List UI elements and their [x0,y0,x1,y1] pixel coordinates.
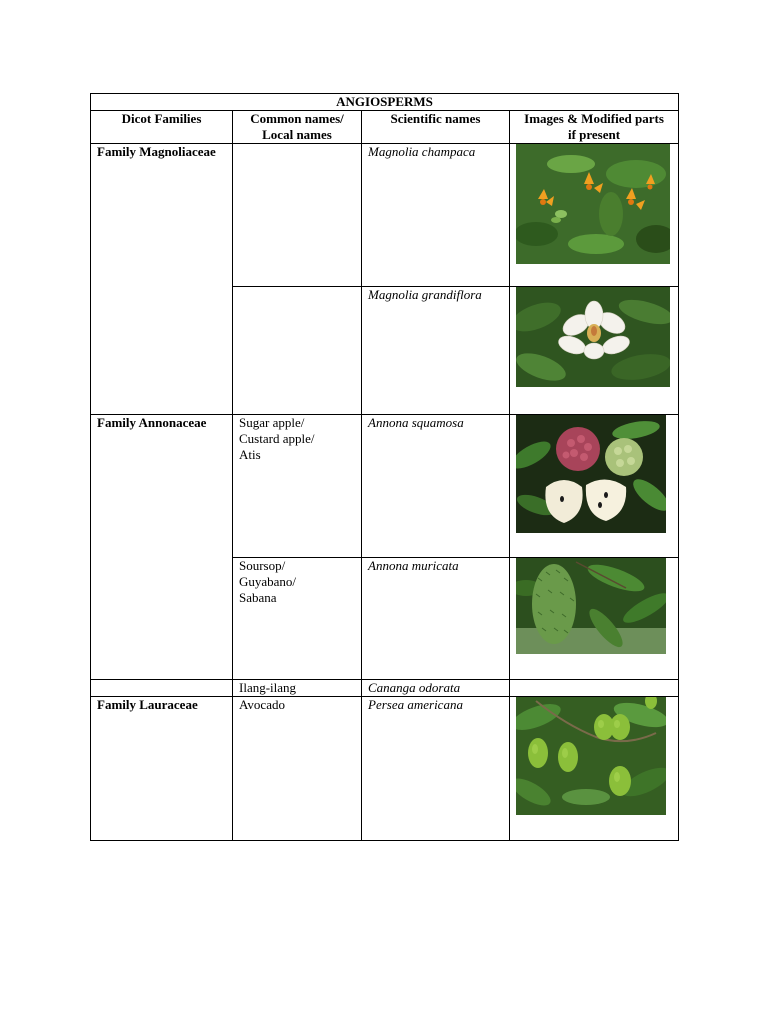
avocado-photo [516,697,672,815]
sugar-apple-photo [516,415,672,533]
scientific-name-cell: Cananga odorata [362,680,510,697]
scientific-name-cell: Annona muricata [362,558,510,680]
scientific-name-cell: Magnolia champaca [362,144,510,287]
angiosperms-table [90,93,679,841]
common-name-cell [233,144,362,287]
magnolia-grandiflora-photo [516,287,672,387]
magnolia-champaca-photo [516,144,672,264]
soursop-photo [516,558,672,654]
common-name-cell: Soursop/ Guyabano/ Sabana [233,558,362,680]
common-name-cell [233,287,362,415]
scientific-name-cell: Persea americana [362,697,510,841]
table-title: ANGIOSPERMS [91,94,679,111]
common-name-cell: Avocado [233,697,362,841]
header-scientific-names: Scientific names [362,111,510,144]
common-name-cell: Ilang-ilang [233,680,362,697]
family-lauraceae: Family Lauraceae [91,697,233,841]
scientific-name-cell: Magnolia grandiflora [362,287,510,415]
family-annonaceae: Family Annonaceae [91,415,233,680]
header-common-names: Common names/ Local names [233,111,362,144]
header-images: Images & Modified parts if present [510,111,679,144]
common-name-cell: Sugar apple/ Custard apple/ Atis [233,415,362,558]
family-magnoliaceae: Family Magnoliaceae [91,144,233,415]
header-dicot-families: Dicot Families [91,111,233,144]
scientific-name-cell: Annona squamosa [362,415,510,558]
